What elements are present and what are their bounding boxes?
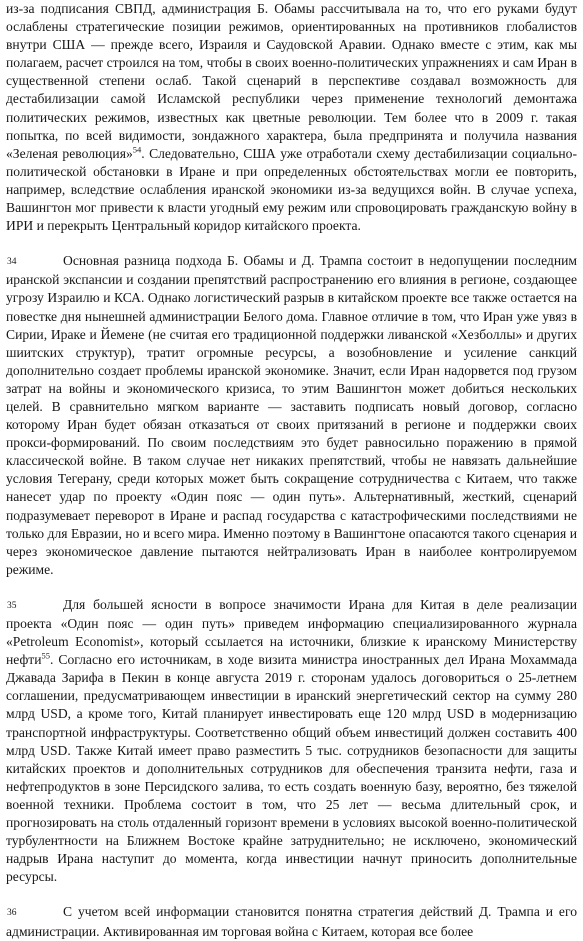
paragraph-text: из-за подписания СВПД, администрация Б. Обамы рассчитывала на то, что его руками будут ослаблены стратегические позиции режимов, ориентированных на противников глобалистов внутри США — прежде всего, Израиля и Саудовской Аравии. Однако вместе с этим, как мы полагаем, расчет строился на том, чтобы в своих военно-политических упражнениях и сам Иран в существенной степени ослаб. Такой сценарий в перспективе создавал возможность для дестабилизации самой Исламской республики через применение технологий демонтажа политических режимов, известных как цветные революции. Тем более что в 2009 г. такая попытка, по всей видимости, зондажного характера, была предпринята и получила названия «Зеленая революция» [6, 1, 577, 161]
paragraph-text: С учетом всей информации становится понятна стратегия действий Д. Трампа и его администрации. Активированная им торговая война с Китаем, которая все более [6, 904, 577, 939]
footnote-ref-54[interactable]: 54 [132, 144, 142, 155]
footnote-ref-55[interactable]: 55 [41, 650, 50, 661]
paragraph-text: Для большей ясности в вопросе значимости Ирана для Китая в деле реализации проекта «Один пояс — один путь» приведем информацию специализированного журнала «Petroleum Economist», который ссылается на источники, близкие к иранскому Министерству нефти [6, 596, 577, 668]
paragraph-number: 35 [7, 600, 17, 611]
paragraph-number: 34 [7, 257, 17, 268]
paragraph-text: . Следовательно, США уже отработали схему дестабилизации социально-политической обстановки в Иране и при определенных обстоятельствах могли ее повторить, например, вследствие ослабления иранской экономики из-за ведущихся войн. В случае успеха, Вашингтон мог привести к власти угодный ему режим или спровоцировать гражданскую войну в ИРИ и перекрыть Центральный коридор китайского проекта. [6, 145, 577, 234]
paragraph-text: Основная разница подхода Б. Обамы и Д. Трампа состоит в недопущении последним иранской экспансии и создании препятствий распространению его влияния в регионе, создающее угрозу Израилю и КСА. Однако логистический разрыв в китайском проекте все также остается на повестке дня нынешней администрации Белого дома. Главное отличие в том, что Иран уже увяз в Сирии, Ираке и Йемене (не считая его традиционной поддержки ливанской «Хезболлы» и других шиитских структур), тратит огромные ресурсы, а возобновление и усиление санкций дополнительно создает проблемы иранской экономике. Значит, если Иран надорвется под грузом затрат на войны и экономического кризиса, то этим Вашингтон может добиться нескольких целей. В сравнительно мягком варианте — заставить подписать новый договор, согласно которому Иран будет обязан отказаться от своих притязаний в регионе и поддержки своих прокси-формирований. По своим последствиям это будет равносильно поражению в прямой классической войне. В таком случае нет никаких препятствий, чтобы не навязать дальнейшие условия Тегерану, среди которых может быть сокращение сотрудничества с Китаем, что также нанесет удар по проекту «Один пояс — один путь». Альтернативный, жесткий, сценарий подразумевает переворот в Иране и распад государства с катастрофическими последствиями не только для Евразии, но и всего мира. Именно поэтому в Вашингтоне опасаются такого сценария и через экономическое давление пытаются нейтрализовать Иран в наиболее контролируемом режиме. [6, 253, 577, 577]
paragraph-34 [6, 252, 577, 579]
paragraph-text: . Согласно его источникам, в ходе визита министра иностранных дел Ирана Мохаммада Джавада Зарифа в Пекин в конце августа 2019 г. сторонам удалось договориться о 25-летнем соглашении, предусматривающем инвестиции в иранский энергетический сектор на сумму 280 млрд USD, а кроме того, Китай планирует инвестировать еще 120 млрд USD в модернизацию транспортной инфраструктуры. Соответственно общий объем инвестиций должен составить 400 млрд USD. Также Китай имеет право разместить 5 тыс. сотрудников безопасности для защиты китайских проектов и дополнительных сотрудников для обеспечения транзита нефти, газа и нефтепродуктов в зоне Персидского залива, то есть создать военную базу, вероятно, без тяжелой военной техники. Проблема состоит в том, что 25 лет — весьма длительный срок, и прогнозировать на столь отдаленный горизонт времени в условиях высокой военно-политической турбулентности на Ближнем Востоке крайне затруднительно; не исключено, экономический надрыв Ирана наступит до момента, когда инвестиции начнут приносить дополнительные ресурсы. [6, 652, 577, 885]
paragraph-number: 36 [7, 908, 17, 919]
paragraph-35 [6, 596, 577, 887]
paragraph-continued [6, 0, 577, 235]
paragraph-36 [6, 903, 577, 940]
